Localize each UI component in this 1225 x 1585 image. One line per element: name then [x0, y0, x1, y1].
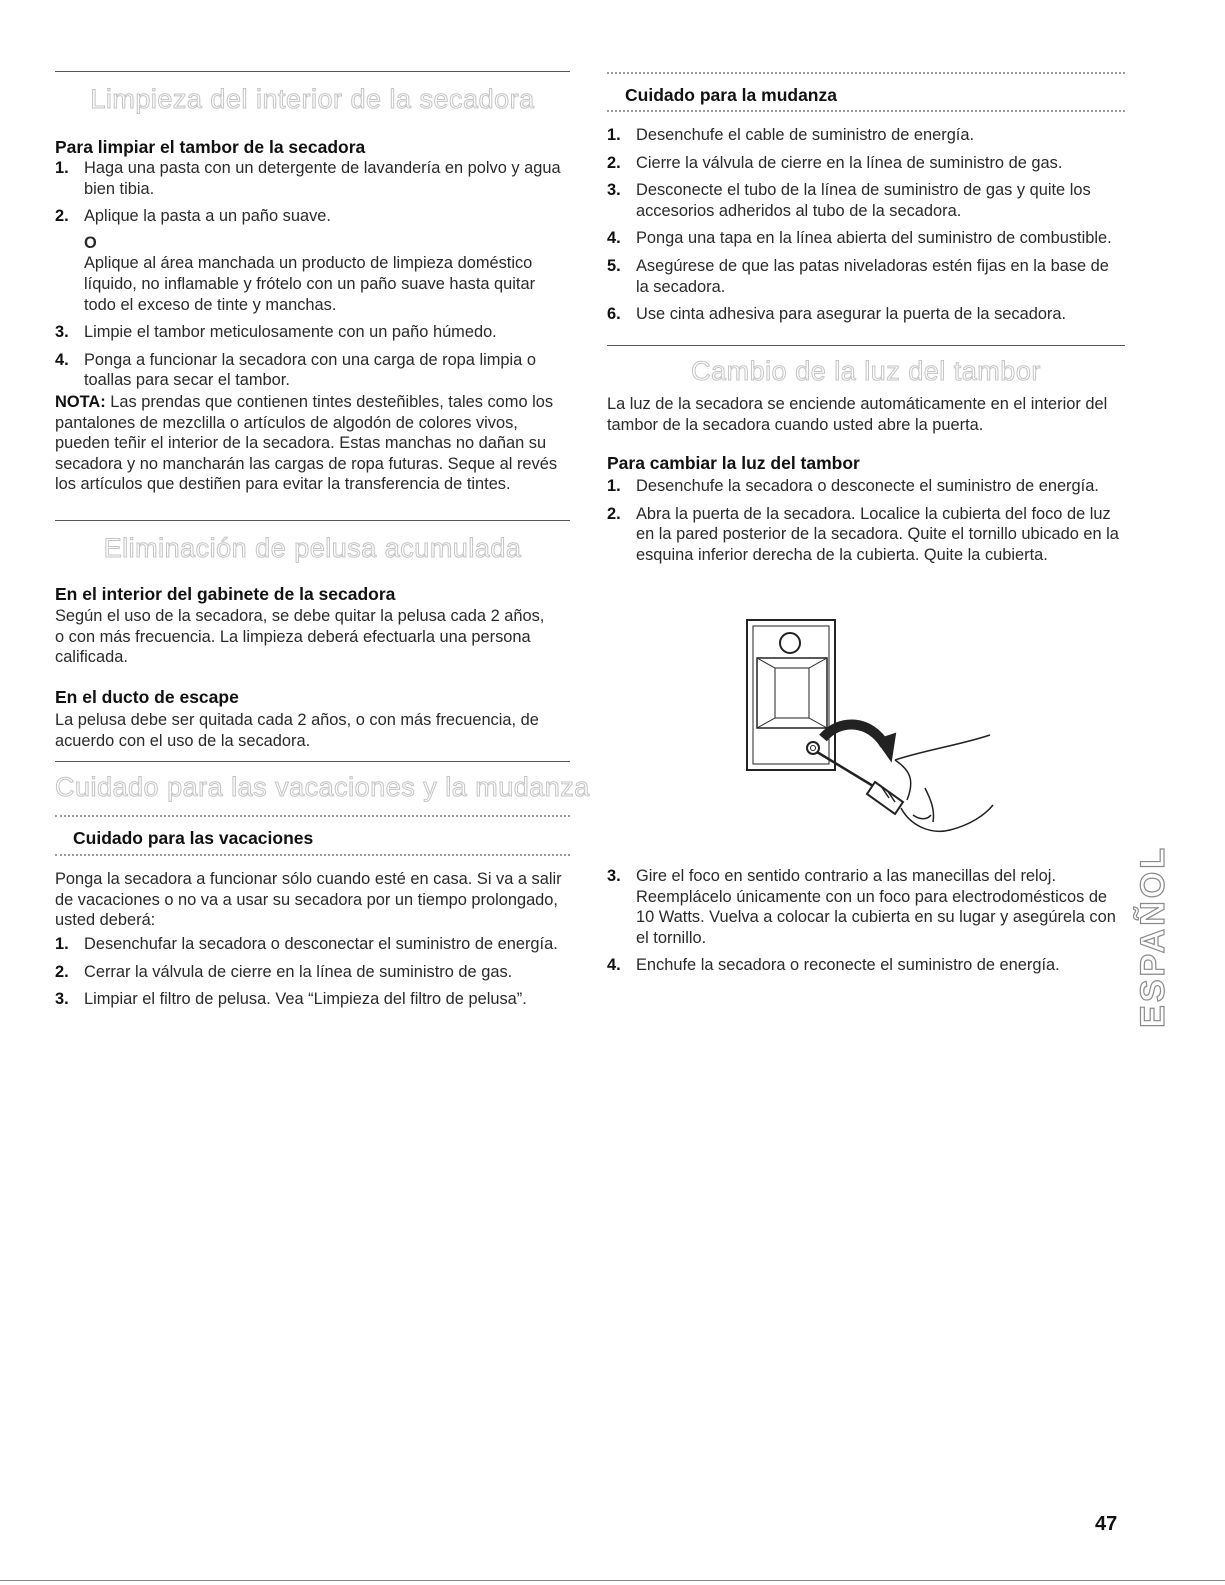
- list-item: 4. Ponga una tapa en la línea abierta del suministro de combustible.: [607, 229, 1112, 248]
- list-item: 3. Desconecte el tubo de la línea de suministro de gas y quite los accesorios adheridos al tubo de la secadora.: [607, 181, 1091, 220]
- steps-cambiar-luz-b: [607, 866, 1125, 983]
- list-item: 2. Aplique la pasta a un paño suave. O Aplique al área manchada un producto de limpieza doméstico líquido, no inflamable y frótelo con un paño suave hasta quitar todo el exceso de tinte y manchas.: [55, 206, 570, 315]
- cover-hole: [780, 633, 800, 653]
- steps-limpiar-tambor: [55, 158, 570, 398]
- light-cover-plate: [747, 620, 835, 770]
- list-item: 2. Cierre la válvula de cierre en la línea de suministro de gas.: [607, 153, 1063, 172]
- list-item: 5. Asegúrese de que las patas niveladoras estén fijas en la base de la secadora.: [607, 256, 1109, 296]
- side-language-label: ESPAÑOL: [1133, 844, 1172, 1028]
- subheading-limpiar-tambor: Para limpiar el tambor de la secadora: [55, 137, 366, 157]
- subheading-vacaciones: Cuidado para las vacaciones: [73, 828, 314, 848]
- steps-mudanza: [607, 125, 1125, 332]
- hand: [895, 735, 990, 760]
- subheading-cambiar-luz: Para cambiar la luz del tambor: [607, 453, 860, 473]
- page-bottom-line: [0, 1580, 1225, 1581]
- dotted-divider: [55, 854, 570, 856]
- steps-vacaciones: [55, 934, 570, 1017]
- nota-paragraph: NOTA: Las prendas que contienen tintes desteñibles, tales como los pantalones de mezclilla o artículos de algodón de colores vivos, pueden teñir el interior de la secadora. Estas manchas no dañan su secadora y no mancharán las cargas de ropa futuras. Seque al revés los artículos que destiñen para evitar la transferencia de tintes.: [55, 393, 558, 494]
- section-divider: [607, 345, 1125, 346]
- section-title-vacaciones-mudanza: Cuidado para las vacaciones y la mudanza: [55, 772, 590, 802]
- list-item: 3. Limpiar el filtro de pelusa. Vea “Limpieza del filtro de pelusa”.: [55, 990, 527, 1009]
- paragraph-ducto: La pelusa debe ser quitada cada 2 años, o con más frecuencia, de acuerdo con el uso de la secadora.: [55, 711, 539, 750]
- paragraph-luz: La luz de la secadora se enciende automáticamente en el interior del tambor de la secadora cuando usted abre la puerta.: [607, 395, 1108, 434]
- list-item: 1. Desenchufe la secadora o desconecte el suministro de energía.: [607, 477, 1099, 495]
- section-divider: [55, 520, 570, 521]
- alt-instruction: Aplique al área manchada un producto de limpieza doméstico líquido, no inflamable y frótelo con un paño suave hasta quitar todo el exceso de tinte y manchas.: [84, 254, 536, 314]
- paragraph-vacaciones: Ponga la secadora a funcionar sólo cuando esté en casa. Si va a salir de vacaciones o no va a usar su secadora por un tiempo prolongado, usted deberá:: [55, 870, 562, 930]
- rotate-arrow-icon: [823, 724, 885, 745]
- or-label: O: [84, 233, 97, 252]
- steps-cambiar-luz-a: [607, 476, 1125, 572]
- dotted-divider: [607, 110, 1125, 112]
- section-divider: [55, 71, 570, 72]
- subheading-gabinete: En el interior del gabinete de la secadora: [55, 584, 396, 604]
- page-number: 47: [1095, 1513, 1118, 1535]
- section-title-limpieza: Limpieza del interior de la secadora: [90, 84, 535, 114]
- list-item: 1. Desenchufar la secadora o desconectar el suministro de energía.: [55, 935, 558, 953]
- list-item: 1. Haga una pasta con un detergente de lavandería en polvo y agua bien tibia.: [55, 159, 561, 198]
- list-item: 2. Abra la puerta de la secadora. Localice la cubierta del foco de luz en la pared posterior de la secadora. Quite el tornillo ubicado en la esquina inferior derecha de la cubierta. Quite la cubierta.: [607, 504, 1119, 564]
- section-divider: [55, 761, 570, 762]
- list-item: 3. Gire el foco en sentido contrario a las manecillas del reloj. Reemplácelo únicamente con un foco para electrodomésticos de 10 Watts. Vuelva a colocar la cubierta en su lugar y asegúrela con el tornillo.: [607, 867, 1116, 947]
- list-item: 4. Enchufe la secadora o reconecte el suministro de energía.: [607, 956, 1060, 975]
- list-item: 1. Desenchufe el cable de suministro de energía.: [607, 126, 975, 144]
- list-item: 4. Ponga a funcionar la secadora con una carga de ropa limpia o toallas para secar el tambor.: [55, 350, 536, 390]
- subheading-ducto: En el ducto de escape: [55, 687, 239, 707]
- light-cover-illustration: [735, 610, 1005, 845]
- section-title-pelusa: Eliminación de pelusa acumulada: [103, 533, 522, 563]
- list-item: 6. Use cinta adhesiva para asegurar la puerta de la secadora.: [607, 305, 1067, 324]
- list-item: 2. Cerrar la válvula de cierre en la línea de suministro de gas.: [55, 962, 513, 981]
- paragraph-gabinete: Según el uso de la secadora, se debe quitar la pelusa cada 2 años, o con más frecuencia. La limpieza deberá efectuarla una persona calificada.: [55, 607, 545, 667]
- list-item: 3. Limpie el tambor meticulosamente con un paño húmedo.: [55, 323, 497, 342]
- subheading-mudanza: Cuidado para la mudanza: [625, 85, 837, 105]
- dotted-divider: [607, 72, 1125, 74]
- dotted-divider: [55, 815, 570, 817]
- section-title-luz-tambor: Cambio de la luz del tambor: [691, 356, 1041, 386]
